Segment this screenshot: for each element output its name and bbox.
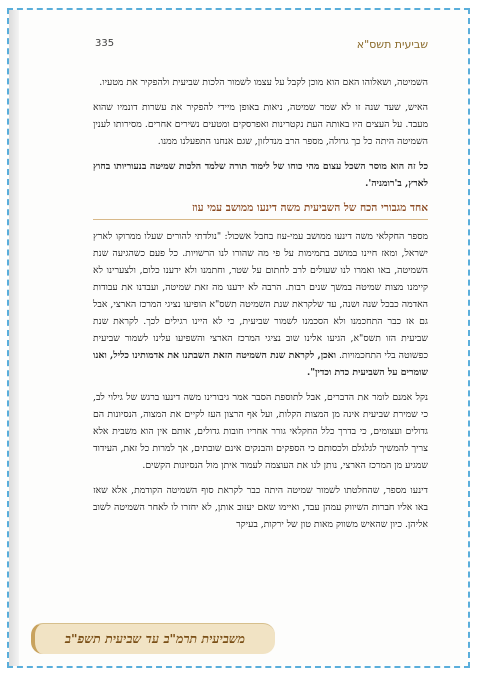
paragraph-5: נקל אמנם לומר את הדברים, אבל לתוספת הסבר אמר גיבורינו משה דינעו ברגש של גילוי לב, כי שמירת שביעית אינה מן המצות הקלות, ועל אף הרצון העז לקיים את המצוה, הנסיונות הם גדולים ועצומים, כי בדרך כלל החקלאי גורר אחריו חובות גדולים, אותם אין הוא משבית אלא צריך להמשיך לגלגלם ולכסותם כי הספקים והבנקים אינם שובתים, אך למרות כל זאת, העידוד שמגיע מן המרכז הארצי, נותן לנו את העוצמה לעמוד איתן מול הנסיונות הקשים. — [93, 392, 428, 471]
page-gutter — [9, 10, 19, 666]
paragraph-3: כל זה הוא מוסר השכל עצום מהי כוחו של לימוד תורה שלמד הלכות שמיטה בנעוריותו בחוץ לארץ, ב'רומניה'. — [93, 161, 428, 189]
footer-book-title-tab — [31, 623, 275, 654]
page-header — [95, 38, 428, 52]
paragraph-6: דינעו מספר, שהחלטתו לשמור שמיטה היתה כבר לקראת סוף השמיטה הקודמת, אלא שאז באו אליו חברות השיווק עמהן עבד, ואיימו שאם יעזוב אותן, לא יחזרו לו לאחר השמיטה לשוב אליהן. כיון שהאיש משווק מאות טון של ירקות, בעיקר — [93, 485, 428, 530]
paragraph-1: השמיטה, ושאלוהו האם הוא מוכן לקבל על עצמו לשמור הלכות שביעית ולהפקיר את מטעיו. — [99, 77, 428, 88]
paragraph-2: האיש, שעד שנה זו לא שמר שמיטה, ניאות באופן מיידי להפקיר את עשרות דונמיו שהוא מעבד. על העצים היו באותה העת נקטרינות ואפרסקים ומטעים נשירים אחרים. מסירותו לענין השמיטה היתה כל כך גדולה, מספר הרב מנדלזון, שגם אנחנו התפעלנו ממנו. — [93, 102, 428, 147]
running-title: שביעית תשס"א — [356, 38, 428, 51]
paragraph-4-text: מספר החקלאי משה דינעו ממושב עמי-עוז בחבל אשכול: "נולדתי להורים שעלו ממרוקו לארץ ישראל, ומאז חיינו במושב בתמימות על פי מה שהורו לנו הרשויות. כל פעם כשהגיעה שנת השמיטה, באו ואמרו לנו שעולים לרב לחתום על שטר, וחתמנו ולא ידענו כלום, ולצערינו לא קיימנו מצות שמיטה במשך שנים רבות. הרבה לא ידענו מה זאת שמיטה, ועבדנו את עבודות האדמה כבכל שנה ושנה, עד שלקראת שנת השמיטה תשס"א הופיעו נציגי המרכז הארצי, אבל גם אז כבר התחכמנו ולא הסכמנו לשמור שביעית, כי לא היינו רגילים לכך. לקראת שנת שביעית הזו תשס"א, הגיעו אלינו שוב נציגי המרכז הארצי והשפיעו עלינו לשמור שביעית כפשוטה בלי התחכמויות. — [93, 231, 428, 361]
section-heading: אחד מגבורי הכח של השביעית משה דינעו ממושב עמי עוז — [93, 200, 428, 220]
page-body — [93, 74, 428, 541]
book-title: משביעית תרמ"ב עד שביעית תשפ"ב — [64, 631, 246, 646]
paragraph-4-bold: ואכן, לקראת שנת השמיטה הזאת השבתנו את אדמותינו כליל, ואנו שומרים על השביעית כדת וכדין". — [93, 350, 428, 378]
book-page — [7, 8, 470, 668]
page-number: 335 — [95, 38, 115, 49]
paragraph-4 — [93, 228, 428, 381]
